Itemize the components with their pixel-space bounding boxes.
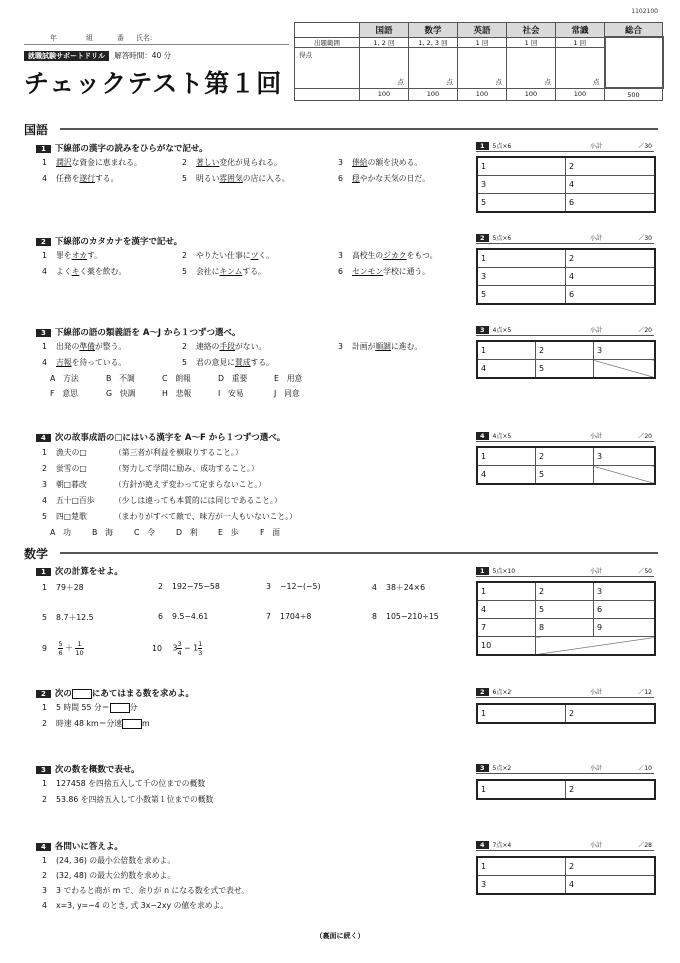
kokugo-q4-item-4: 4 五十□百歩 （少しは違っても本質的には同じであること。） — [42, 496, 282, 505]
drill-badge: 就職試験サポートドリル — [24, 51, 109, 61]
ten-label: 点 — [495, 77, 502, 86]
sugaku-q3-title — [36, 763, 140, 775]
question-text: 次の計算をせよ。 — [54, 567, 123, 577]
answer-cell[interactable]: 3 — [477, 176, 566, 194]
question-number: 2 — [476, 234, 489, 242]
answer-cell[interactable]: 2 — [536, 447, 594, 466]
max-label: ／20 — [638, 327, 652, 334]
max-label — [295, 88, 360, 101]
answer-cell[interactable]: 4 — [477, 601, 536, 619]
sugaku-q1-item-10: 10 3 $\frac{3}{4}$ − 1 $\frac{1}{3}$ — [152, 640, 203, 657]
points-label: 5点×2 — [492, 765, 512, 772]
max-label: ／50 — [638, 568, 652, 575]
kokugo-q1-item-6: 6 穏やかな天気の日だ。 — [338, 174, 430, 183]
answer-cell[interactable]: 4 — [566, 268, 656, 286]
continue-note: （裏面に続く） — [315, 932, 365, 940]
answer-cell[interactable]: 8 — [536, 619, 594, 637]
points-label: 4点×5 — [492, 433, 512, 440]
answer-cell[interactable]: 6 — [566, 194, 656, 213]
answer-cell[interactable]: 4 — [566, 176, 656, 194]
kokugo-q1-title — [36, 142, 208, 154]
answer-cell[interactable]: 6 — [594, 601, 656, 619]
answer-cell[interactable]: 1 — [477, 780, 566, 799]
subject-sugaku: 数学 — [409, 23, 458, 38]
sugaku-q4-item-2: 2 (32, 48) の最大公約数を求めよ。 — [42, 871, 176, 880]
question-number: 3 — [476, 764, 489, 772]
kokugo-q3-item-5: 5 君の意見に賛成する。 — [182, 358, 274, 367]
sugaku-q4-answer-header — [476, 840, 654, 851]
ten-label: 点 — [544, 77, 551, 86]
max-shakai: 100 — [507, 88, 556, 101]
unused-cell — [594, 466, 656, 485]
answer-cell[interactable]: 5 — [536, 466, 594, 485]
subtotal-label: 小計 — [590, 143, 603, 150]
section-kokugo-heading: 国語 — [24, 123, 49, 137]
score-label: 得点 — [295, 47, 360, 88]
question-number: 3 — [36, 766, 51, 774]
sugaku-q1-item-7: 7 1704÷8 — [266, 612, 312, 621]
sugaku-q4-answer-grid — [476, 856, 656, 895]
subtotal-label: 小計 — [590, 327, 603, 334]
kokugo-q2-answer-grid — [476, 248, 656, 305]
points-label: 4点×5 — [492, 327, 512, 334]
page-title: チェックテスト第１回 — [24, 69, 283, 98]
kokugo-q2-item-4: 4 よくキく薬を飲む。 — [42, 267, 127, 276]
kokugo-q1-item-5: 5 明るい雰囲気の店に入る。 — [182, 174, 290, 183]
max-kokugo: 100 — [360, 88, 409, 101]
kokugo-q3-title — [36, 326, 241, 338]
subtotal-label: 小計 — [590, 689, 603, 696]
answer-cell[interactable]: 3 — [477, 268, 566, 286]
number-label: 番 — [117, 34, 124, 42]
sugaku-q1-answer-header — [476, 566, 654, 577]
range-shakai: 1 回 — [507, 37, 556, 47]
sugaku-q1-item-2: 2 192−75−58 — [158, 582, 220, 591]
answer-cell[interactable]: 1 — [477, 447, 536, 466]
question-number: 4 — [36, 843, 51, 851]
time-limit: 解答時間：40 分 — [114, 51, 172, 60]
subject-kokugo: 国語 — [360, 23, 409, 38]
blank-box — [72, 689, 92, 699]
question-number: 4 — [476, 841, 489, 849]
answer-cell[interactable]: 1 — [477, 704, 566, 723]
question-text: 次の故事成語の□にはいる漢字を A〜F から１つずつ選べ。 — [54, 433, 286, 443]
sugaku-q3-item-1: 1 127458 を四捨五入して千の位までの概数 — [42, 779, 206, 788]
section-divider — [60, 552, 658, 554]
answer-cell[interactable]: 2 — [536, 341, 594, 360]
document-code: 1102100 — [631, 8, 658, 15]
answer-cell[interactable]: 1 — [477, 249, 566, 268]
subject-eigo: 英語 — [458, 23, 507, 38]
points-label: 5点×6 — [492, 235, 512, 242]
kokugo-q4-choices: A 功 B 海 C 令 D 利 E 歩 F 面 — [50, 528, 281, 537]
answer-cell[interactable]: 2 — [566, 249, 656, 268]
answer-cell[interactable]: 2 — [566, 157, 656, 176]
kokugo-q2-item-5: 5 会社にキンムする。 — [182, 267, 266, 276]
score-table — [294, 22, 664, 101]
sugaku-q2-item-2: 2 時速 48 km＝分速 m — [42, 719, 150, 728]
subtotal-label: 小計 — [590, 568, 603, 575]
sugaku-q1-answer-grid — [476, 581, 656, 656]
subject-joshiki: 常識 — [556, 23, 605, 38]
max-eigo: 100 — [458, 88, 507, 101]
answer-cell[interactable]: 2 — [566, 780, 656, 799]
kokugo-q4-item-5: 5 四□楚歌 （まわりがすべて敵で、味方が一人もいないこと。） — [42, 512, 297, 521]
answer-cell[interactable]: 4 — [566, 876, 656, 895]
answer-cell[interactable]: 2 — [566, 704, 656, 723]
kokugo-q2-item-6: 6 センモン学校に通う。 — [338, 267, 430, 276]
sugaku-q1-item-9: 9 $\frac{5}{6}$ ＋ $\frac{1}{10}$ — [42, 640, 84, 657]
range-kokugo: 1, 2 回 — [360, 37, 409, 47]
score-sugaku[interactable] — [409, 47, 458, 88]
question-text: 下線部の語の類義語を A〜J から１つずつ選べ。 — [54, 328, 241, 338]
sugaku-q4-item-1: 1 (24, 36) の最小公倍数を求めよ。 — [42, 856, 176, 865]
points-label: 7点×4 — [492, 842, 512, 849]
section-divider — [60, 128, 658, 130]
kokugo-q1-answer-header — [476, 141, 654, 152]
max-label: ／30 — [638, 143, 652, 150]
question-number: 1 — [36, 568, 51, 576]
max-total: 500 — [605, 88, 663, 101]
name-field[interactable] — [24, 30, 289, 45]
kokugo-q3-choices-2: F 意思 G 快調 H 悲報 I 安易 J 同意 — [50, 389, 300, 398]
sugaku-q1-item-5: 5 8.7＋12.5 — [42, 613, 94, 622]
question-text: にあてはまる数を求めよ。 — [91, 689, 194, 699]
blank-box[interactable] — [110, 703, 130, 713]
question-number: 4 — [36, 434, 51, 442]
points-label: 5点×10 — [492, 568, 516, 575]
question-number: 3 — [476, 326, 489, 334]
unused-cell — [536, 637, 656, 656]
answer-cell[interactable]: 2 — [536, 582, 594, 601]
question-text: 各問いに答えよ。 — [54, 842, 123, 852]
score-eigo[interactable] — [458, 47, 507, 88]
sugaku-q2-title — [36, 687, 194, 699]
sugaku-q3-answer-header — [476, 763, 654, 774]
question-number: 4 — [476, 432, 489, 440]
kokugo-q3-item-3: 3 計画が順調に進む。 — [338, 342, 423, 351]
question-text: 次の — [54, 689, 72, 699]
sugaku-q3-answer-grid — [476, 779, 656, 800]
kokugo-q2-item-2: 2 やりたい仕事にツく。 — [182, 251, 274, 260]
question-text: 次の数を概数で表せ。 — [54, 765, 140, 775]
answer-cell[interactable]: 5 — [536, 601, 594, 619]
subject-shakai: 社会 — [507, 23, 556, 38]
max-joshiki: 100 — [556, 88, 605, 101]
sugaku-q4-item-3: 3 3 でわると商が m で、余りが n になる数を式で表せ。 — [42, 886, 250, 895]
answer-cell[interactable]: 5 — [477, 194, 566, 213]
answer-cell[interactable]: 3 — [594, 582, 656, 601]
max-sugaku: 100 — [409, 88, 458, 101]
kokugo-q3-answer-header — [476, 325, 654, 336]
kokugo-q1-item-4: 4 任務を遂行する。 — [42, 174, 119, 183]
kokugo-q1-item-1: 1 潤沢な資金に恵まれる。 — [42, 158, 142, 167]
answer-cell[interactable]: 3 — [477, 876, 566, 895]
year-label: 年 — [50, 34, 57, 42]
subtotal-label: 小計 — [590, 765, 603, 772]
sugaku-q1-item-4: 4 38＋24×6 — [372, 583, 426, 592]
question-number: 2 — [476, 688, 489, 696]
kokugo-q4-item-3: 3 朝□暮改 （方針が絶えず変わって定まらないこと。） — [42, 480, 266, 489]
kokugo-q3-answer-grid — [476, 340, 656, 379]
answer-cell[interactable]: 1 — [477, 857, 566, 876]
sugaku-q2-answer-grid — [476, 703, 656, 724]
question-number: 1 — [36, 145, 51, 153]
question-text: 下線部の漢字の読みをひらがなで記せ。 — [54, 144, 208, 154]
sugaku-q1-item-6: 6 9.5−4.61 — [158, 612, 209, 621]
kokugo-q4-item-2: 2 蛍雪の□ （努力して学問に励み、成功すること。） — [42, 464, 259, 473]
range-eigo: 1 回 — [458, 37, 507, 47]
section-sugaku-heading: 数学 — [24, 547, 49, 561]
sugaku-q3-item-2: 2 53.86 を四捨五入して小数第１位までの概数 — [42, 795, 214, 804]
score-kokugo[interactable] — [360, 47, 409, 88]
question-number: 1 — [476, 567, 489, 575]
kokugo-q1-item-3: 3 俸給の額を決める。 — [338, 158, 423, 167]
kokugo-q3-choices-1: A 方法 B 不調 C 朗報 D 重要 E 用意 — [50, 374, 303, 383]
sugaku-q1-item-1: 1 79＋28 — [42, 583, 84, 592]
answer-cell[interactable]: 5 — [477, 286, 566, 305]
answer-cell[interactable]: 7 — [477, 619, 536, 637]
sugaku-q2-item-1: 1 5 時間 55 分＝ 分 — [42, 703, 138, 712]
kokugo-q2-item-1: 1 罪をオカす。 — [42, 251, 102, 260]
question-number: 2 — [36, 690, 51, 698]
range-joshiki: 1 回 — [556, 37, 605, 47]
answer-cell[interactable]: 1 — [477, 157, 566, 176]
kokugo-q1-item-2: 2 著しい変化が見られる。 — [182, 158, 282, 167]
kokugo-q4-answer-header — [476, 431, 654, 442]
answer-cell[interactable]: 4 — [477, 360, 536, 379]
answer-cell[interactable]: 4 — [477, 466, 536, 485]
subtotal-label: 小計 — [590, 842, 603, 849]
score-shakai[interactable] — [507, 47, 556, 88]
total-score-cell[interactable] — [605, 37, 663, 88]
range-sugaku: 1, 2, 3 回 — [409, 37, 458, 47]
sugaku-q1-title — [36, 565, 123, 577]
question-text: 下線部のカタカナを漢字で記せ。 — [54, 237, 183, 247]
sugaku-q1-item-3: 3 −12−(−5) — [266, 582, 321, 591]
max-label: ／30 — [638, 235, 652, 242]
kokugo-q2-title — [36, 235, 182, 247]
kokugo-q4-title — [36, 431, 285, 443]
question-number: 1 — [476, 142, 489, 150]
max-label: ／20 — [638, 433, 652, 440]
max-label: ／10 — [638, 765, 652, 772]
kokugo-q4-item-1: 1 漁夫の□ （第三者が利益を横取りすること。） — [42, 448, 243, 457]
score-joshiki[interactable] — [556, 47, 605, 88]
answer-cell[interactable]: 3 — [594, 341, 656, 360]
answer-cell[interactable]: 1 — [477, 582, 536, 601]
kokugo-q3-item-1: 1 出発の準備が整う。 — [42, 342, 127, 351]
blank-box[interactable] — [122, 719, 142, 729]
answer-cell[interactable]: 9 — [594, 619, 656, 637]
max-label: ／12 — [638, 689, 652, 696]
ten-label: 点 — [593, 77, 600, 86]
sugaku-q2-answer-header — [476, 687, 654, 698]
sugaku-q1-item-8: 8 105−210÷15 — [372, 612, 439, 621]
ten-label: 点 — [397, 77, 404, 86]
points-label: 6点×2 — [492, 689, 512, 696]
kokugo-q1-answer-grid — [476, 156, 656, 213]
kokugo-q4-answer-grid — [476, 446, 656, 485]
question-number: 3 — [36, 329, 51, 337]
range-label: 出題範囲 — [295, 37, 360, 47]
answer-cell[interactable]: 2 — [566, 857, 656, 876]
unused-cell — [594, 360, 656, 379]
answer-cell[interactable]: 5 — [536, 360, 594, 379]
kokugo-q2-item-3: 3 高校生のジカクをもつ。 — [338, 251, 438, 260]
kokugo-q3-item-2: 2 連絡の手段がない。 — [182, 342, 267, 351]
answer-cell[interactable]: 1 — [477, 341, 536, 360]
answer-cell[interactable]: 10 — [477, 637, 536, 656]
subtotal-label: 小計 — [590, 433, 603, 440]
sugaku-q4-title — [36, 840, 123, 852]
kokugo-q3-item-4: 4 吉報を待っている。 — [42, 358, 127, 367]
name-label: 氏名: — [136, 34, 153, 42]
ten-label: 点 — [446, 77, 453, 86]
answer-cell[interactable]: 6 — [566, 286, 656, 305]
points-label: 5点×6 — [492, 143, 512, 150]
question-number: 2 — [36, 238, 51, 246]
drill-info — [24, 50, 171, 61]
max-label: ／28 — [638, 842, 652, 849]
sugaku-q4-item-4: 4 x=3, y=−4 のとき, 式 3x−2xy の値を求めよ。 — [42, 901, 229, 910]
kokugo-q2-answer-header — [476, 233, 654, 244]
subject-total: 総合 — [605, 23, 663, 38]
score-table-corner — [295, 23, 360, 38]
class-label: 組 — [86, 34, 93, 42]
answer-cell[interactable]: 3 — [594, 447, 656, 466]
subtotal-label: 小計 — [590, 235, 603, 242]
